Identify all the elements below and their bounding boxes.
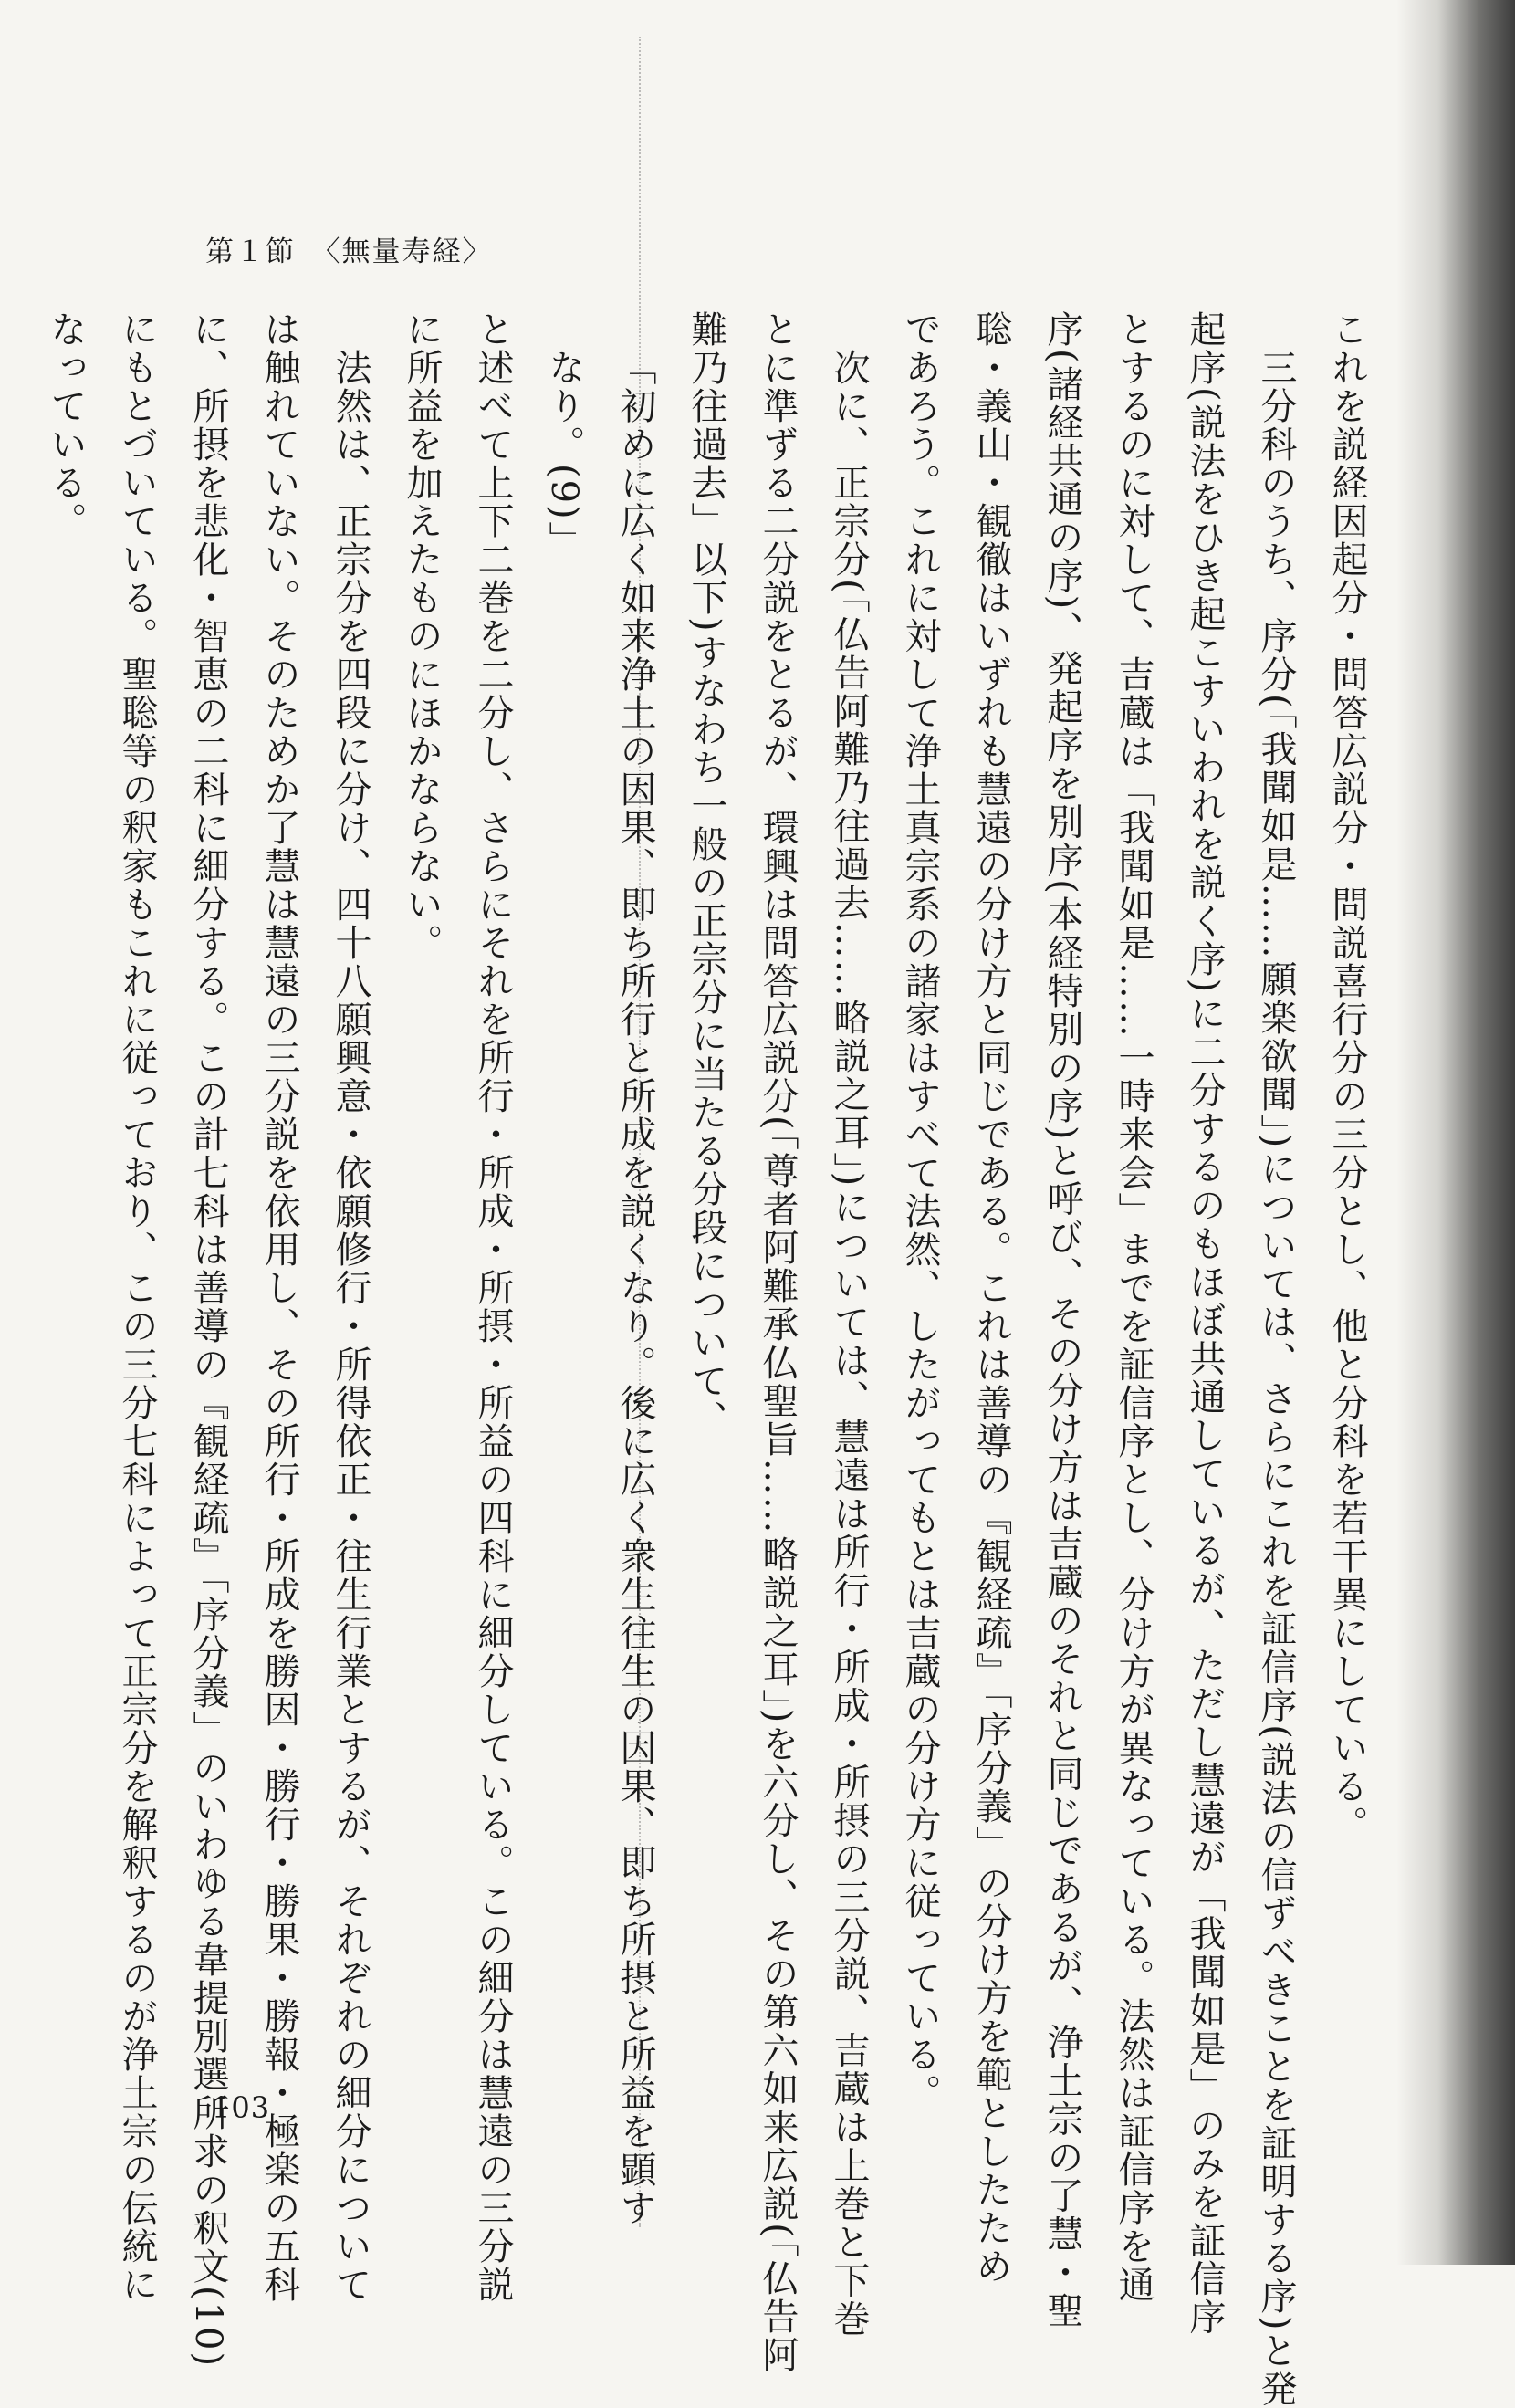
text-line: 難乃往過去」以下)すなわち一般の正宗分に当たる分段について、	[685, 310, 727, 1439]
text-line: 序(諸経共通の序)、発起序を別序(本経特別の序)と呼び、その分け方は吉蔵のそれと同じであるが、浄土宗の了慧・聖	[1041, 310, 1083, 2330]
text-line: に、所摂を悲化・智恵の二科に細分する。この計七科は善導の『観経疏』「序分義」のいわゆる韋提別選所求の釈文(10)	[187, 310, 229, 2369]
quote-line: 「初めに広く如来浄土の因果、即ち所行と所成を説くなり。後に広く衆生往生の因果、即ち所摂と所益を顕す	[614, 349, 656, 2227]
text-line: 聡・義山・観徹はいずれも慧遠の分け方と同じである。これは善導の『観経疏』「序分義」の分け方を範としたため	[970, 310, 1012, 2286]
text-line: 次に、正宗分(「仏告阿難乃往過去……略説之耳」)については、慧遠は所行・所成・所摂の三分説、吉蔵は上巻と下巻	[828, 349, 870, 2339]
text-line: 起序(説法をひき起こすいわれを説く序)に二分するのもほぼ共通しているが、ただし慧遠が「我聞如是」のみを証信序	[1184, 310, 1226, 2337]
text-line: なっている。	[45, 310, 87, 540]
quote-line: なり。(9)」	[543, 349, 585, 560]
text-line: これを説経因起分・問答広説分・問説喜行分の三分とし、他と分科を若干異にしている。	[1326, 310, 1368, 1844]
page-edge-shadow	[1396, 0, 1515, 2265]
text-line: にもとづいている。聖聡等の釈家もこれに従っており、この三分七科によって正宗分を解釈するのが浄土宗の伝統に	[116, 310, 158, 2304]
section-number: 第１節	[205, 236, 296, 268]
text-line: に所益を加えたものにほかならない。	[401, 310, 443, 962]
text-line: 三分科のうち、序分(「我聞如是……願楽欲聞」)については、さらにこれを証信序(説法の信ずべきことを証明する序)と発	[1255, 349, 1297, 2408]
text-line: であろう。これに対して浄土真宗系の諸家はすべて法然、したがってもとは吉蔵の分け方に従っている。	[899, 310, 941, 2112]
page-number: 103	[212, 2090, 271, 2125]
text-line: とするのに対して、吉蔵は「我聞如是……一時来会」までを証信序とし、分け方が異なっている。法然は証信序を通	[1113, 310, 1155, 2304]
text-line: 法然は、正宗分を四段に分け、四十八願興意・依願修行・所得依正・往生行業とするが、それぞれの細分について	[329, 349, 371, 2304]
running-header	[205, 228, 493, 269]
text-line: と述べて上下二巻を二分し、さらにそれを所行・所成・所摂・所益の四科に細分している。この細分は慧遠の三分説	[472, 310, 514, 2304]
text-line: は触れていない。そのためか了慧は慧遠の三分説を依用し、その所行・所成を勝因・勝行・勝果・勝報・極楽の五科	[258, 310, 300, 2304]
section-title: 〈無量寿経〉	[326, 236, 493, 268]
text-line: とに準ずる二分説をとるが、環興は問答広説分(「尊者阿難承仏聖旨……略説之耳」)を六分し、その第六如来広説(「仏告阿	[757, 310, 799, 2374]
